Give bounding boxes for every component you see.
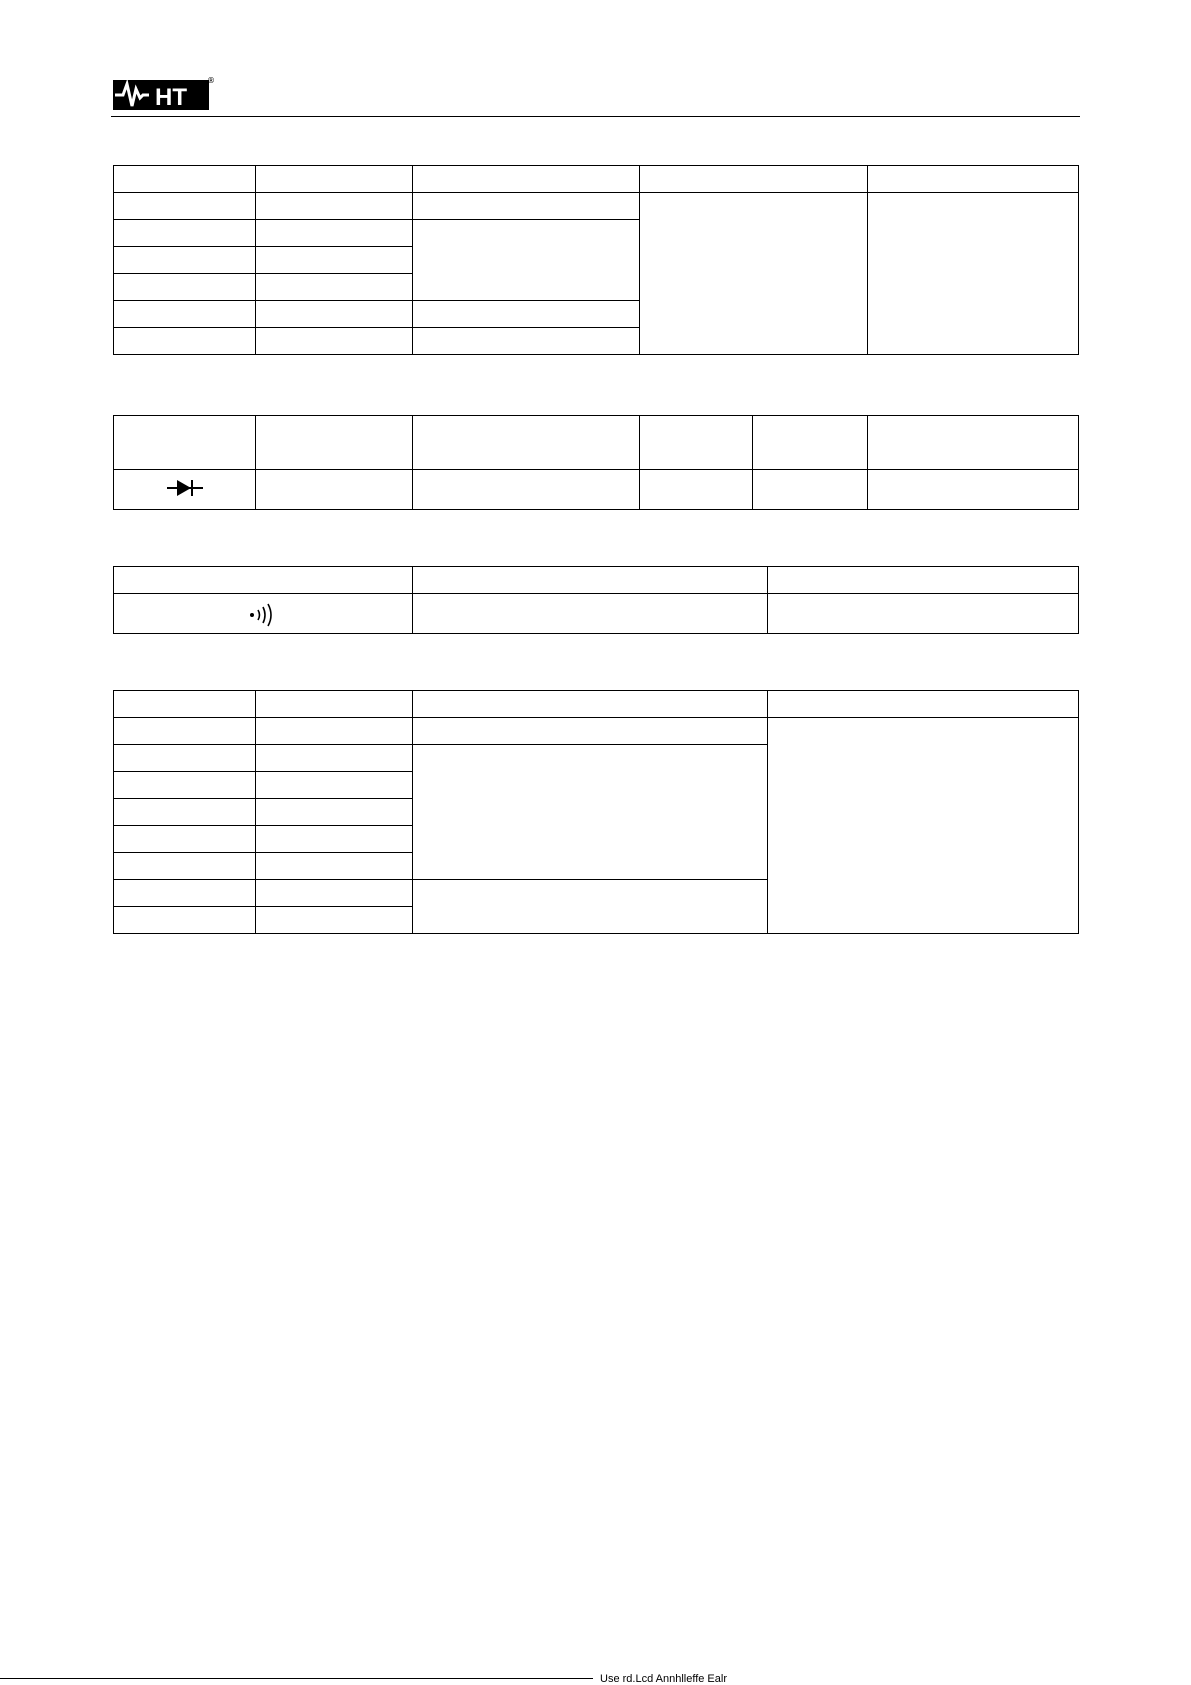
table-cell (114, 799, 256, 826)
table-cell (868, 193, 1079, 355)
table-cell (114, 567, 413, 594)
svg-text:HT: HT (155, 84, 187, 111)
table-cell (114, 470, 256, 510)
spec-table-1 (113, 165, 1079, 355)
table-cell (114, 328, 256, 355)
table-cell (868, 416, 1079, 470)
table-cell (413, 880, 768, 934)
table-header-row (114, 166, 1079, 193)
table-cell (413, 193, 640, 220)
table-row (114, 193, 1079, 220)
table-cell (256, 470, 413, 510)
table-cell (256, 907, 413, 934)
table-cell (256, 718, 413, 745)
table-cell (256, 799, 413, 826)
table-cell (413, 470, 640, 510)
table-cell (114, 416, 256, 470)
diode-icon (165, 478, 205, 501)
table-cell (640, 470, 753, 510)
table-header-row (114, 691, 1079, 718)
table-cell (256, 301, 413, 328)
footer-rule (0, 1678, 593, 1679)
table-cell (114, 853, 256, 880)
table-cell (868, 470, 1079, 510)
table-cell (413, 718, 768, 745)
table-cell (256, 247, 413, 274)
table-cell (413, 745, 768, 880)
table-cell (114, 193, 256, 220)
table-cell (256, 745, 413, 772)
table-cell (114, 274, 256, 301)
table-cell (256, 166, 413, 193)
table-cell (114, 826, 256, 853)
table-cell (114, 166, 256, 193)
table-cell (768, 594, 1079, 634)
table-header-row (114, 416, 1079, 470)
table-cell (753, 416, 868, 470)
table-cell (114, 247, 256, 274)
table-cell (114, 907, 256, 934)
table-cell (753, 470, 868, 510)
footer-text: Use rd.Lcd Annhlleffe Ealr (600, 1674, 727, 1682)
table-cell (868, 166, 1079, 193)
table-cell (114, 691, 256, 718)
table-cell (256, 193, 413, 220)
table-cell (640, 416, 753, 470)
table-cell (413, 594, 768, 634)
table-cell (413, 166, 640, 193)
table-cell (114, 772, 256, 799)
table-cell (256, 880, 413, 907)
table-cell (114, 301, 256, 328)
table-cell (256, 826, 413, 853)
table-cell (256, 220, 413, 247)
header-rule (111, 116, 1080, 117)
table-cell (114, 745, 256, 772)
table-cell (640, 193, 868, 355)
table-cell (413, 328, 640, 355)
table-cell (413, 691, 768, 718)
table-cell (413, 220, 640, 301)
registered-mark: ® (207, 76, 215, 85)
table-header-row (114, 567, 1079, 594)
table-cell (768, 691, 1079, 718)
table-cell (640, 166, 868, 193)
spec-table-3 (113, 566, 1079, 634)
table-row (114, 718, 1079, 745)
table-row (114, 594, 1079, 634)
table-cell (256, 274, 413, 301)
table-cell (114, 880, 256, 907)
table-cell (768, 567, 1079, 594)
table-cell (413, 567, 768, 594)
table-cell (256, 328, 413, 355)
table-cell (114, 718, 256, 745)
table-cell (114, 594, 413, 634)
table-cell (256, 772, 413, 799)
table-row (114, 470, 1079, 510)
spec-table-4 (113, 690, 1079, 934)
table-cell (413, 301, 640, 328)
table-cell (114, 220, 256, 247)
table-cell (413, 416, 640, 470)
table-cell (256, 416, 413, 470)
ht-logo (113, 76, 213, 112)
table-cell (256, 853, 413, 880)
table-cell (768, 718, 1079, 934)
table-cell (256, 691, 413, 718)
continuity-buzzer-icon (249, 603, 277, 630)
spec-table-2 (113, 415, 1079, 510)
